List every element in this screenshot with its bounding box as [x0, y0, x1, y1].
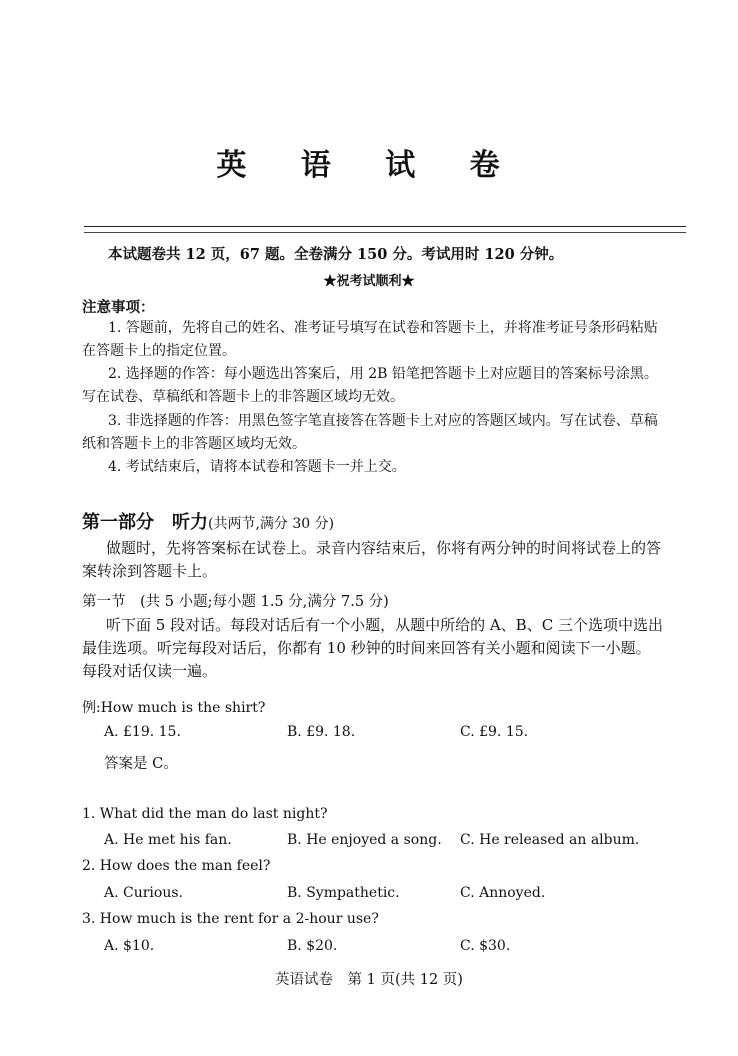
part1-instructions: 做题时，先将答案标在试卷上。录音内容结束后，你将有两分钟的时间将试卷上的答案转涂到答题卡上。	[82, 539, 662, 580]
q2-option-a: A. Curious.	[104, 885, 183, 901]
section1-heading: 第一节 (共 5 小题;每小题 1.5 分,满分 7.5 分)	[82, 594, 389, 610]
note-item-1: 1. 答题前，先将自己的姓名、准考证号填写在试卷和答题卡上，并将准考证号条形码粘贴在答题卡上的指定位置。	[82, 320, 658, 359]
notes-heading: 注意事项：	[82, 299, 155, 316]
section1-instructions: 听下面 5 段对话。每段对话后有一个小题，从题中所给的 A、B、C 三个选项中选出最佳选项。听完每段对话后，你都有 10 秒钟的时间来回答有关小题和阅读下一小题。每段对话仅读一遍。	[82, 616, 663, 680]
example-option-b: B. £9. 18.	[287, 724, 356, 740]
q1-option-a: A. He met his fan.	[104, 832, 232, 848]
q2-option-b: B. Sympathetic.	[287, 885, 400, 901]
header-rule-bottom	[84, 232, 686, 233]
example-question: 例:How much is the shirt?	[82, 700, 266, 716]
note-item-4: 4. 考试结束后，请将本试卷和答题卡一并上交。	[108, 459, 406, 475]
note-item-2: 2. 选择题的作答：每小题选出答案后，用 2B 铅笔把答题卡上对应题目的答案标号涂黑。写在试卷、草稿纸和答题卡上的非答题区域均无效。	[82, 366, 658, 405]
part1-title: 第一部分 听力	[82, 512, 208, 533]
question-2: 2. How does the man feel?	[82, 858, 271, 874]
part1-subtitle: (共两节,满分 30 分)	[208, 516, 335, 532]
q3-option-b: B. $20.	[287, 938, 338, 954]
part1-heading	[82, 508, 334, 534]
example-option-a: A. £19. 15.	[104, 724, 181, 740]
page-title: 英 语 试 卷	[216, 148, 522, 183]
q2-option-c: C. Annoyed.	[460, 885, 546, 901]
header-rule-top	[84, 226, 686, 227]
q3-option-c: C. $30.	[460, 938, 511, 954]
exam-intro: 本试题卷共 12 页，67 题。全卷满分 150 分。考试用时 120 分钟。	[108, 246, 564, 263]
example-option-c: C. £9. 15.	[460, 724, 529, 740]
q3-option-a: A. $10.	[104, 938, 155, 954]
q1-option-c: C. He released an album.	[460, 832, 640, 848]
page-footer: 英语试卷 第 1 页(共 12 页)	[275, 972, 463, 988]
question-3: 3. How much is the rent for a 2-hour use?	[82, 911, 379, 927]
example-answer: 答案是 C。	[104, 756, 178, 772]
question-1: 1. What did the man do last night?	[82, 806, 328, 822]
note-item-3: 3. 非选择题的作答：用黑色签字笔直接答在答题卡上对应的答题区域内。写在试卷、草稿纸和答题卡上的非答题区域均无效。	[82, 413, 658, 452]
good-luck-banner: ★祝考试顺利★	[323, 274, 415, 289]
q1-option-b: B. He enjoyed a song.	[287, 832, 442, 848]
